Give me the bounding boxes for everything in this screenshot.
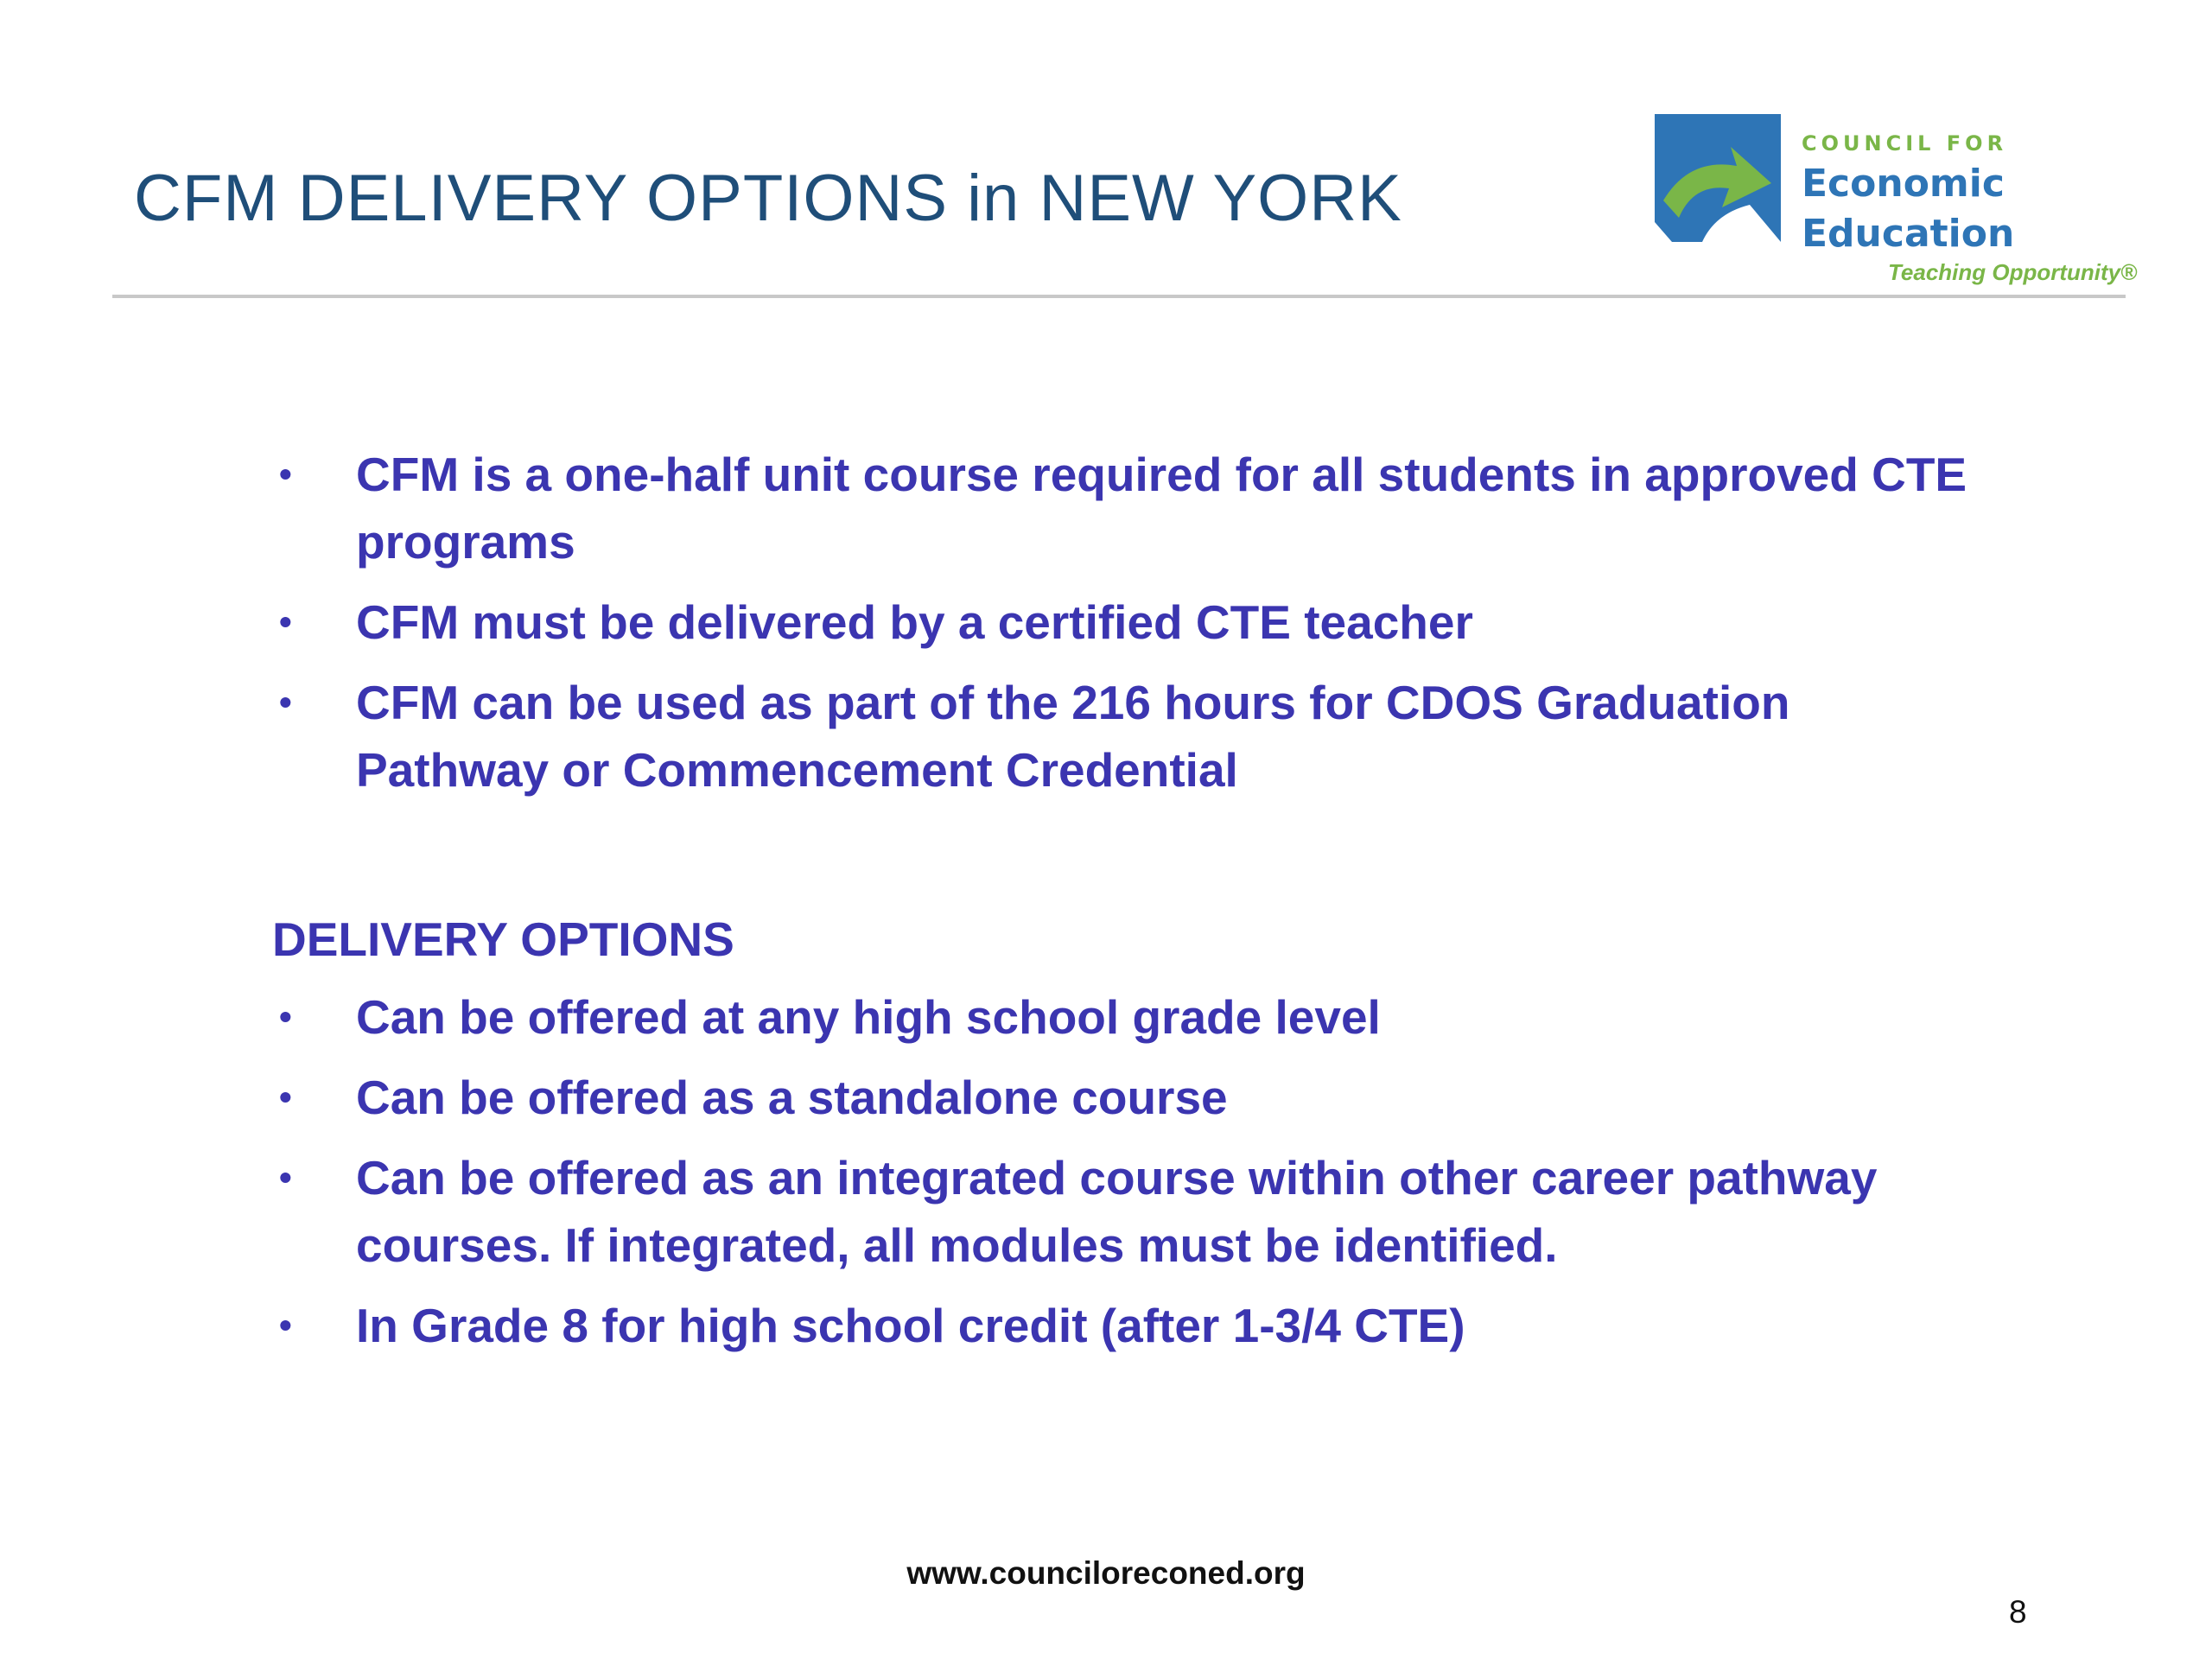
logo-economic: Economic [1802, 162, 2005, 206]
list-item [272, 1064, 1983, 1131]
bullet-icon: • [279, 1157, 292, 1198]
logo-text [1802, 131, 2014, 256]
list-item [272, 441, 1983, 575]
logo-mark-icon [1655, 114, 1781, 242]
section-heading: DELIVERY OPTIONS [272, 912, 734, 966]
logo-education: Education [1802, 212, 2015, 256]
bullet-text: Can be offered at any high school grade level [356, 990, 1381, 1044]
list-item [272, 983, 1983, 1051]
slide-content [272, 441, 1983, 1372]
footer-url: www.counciloreconed.org [906, 1555, 1306, 1591]
bullet-text: Can be offered as a standalone course [356, 1071, 1228, 1124]
bullet-text: In Grade 8 for high school credit (after 1-3/4 CTE) [356, 1299, 1465, 1352]
intro-bullet-list [272, 441, 1983, 804]
list-item [272, 669, 1983, 804]
bullet-icon: • [279, 601, 292, 642]
bullet-icon: • [279, 996, 292, 1037]
bullet-icon: • [279, 454, 292, 494]
bullet-icon: • [279, 1305, 292, 1345]
bullet-text: CFM can be used as part of the 216 hours for CDOS Graduation Pathway or Commencement Credential [356, 676, 1790, 797]
bullet-text: CFM must be delivered by a certified CTE teacher [356, 595, 1473, 649]
bullet-text: CFM is a one-half unit course required for all students in approved CTE programs [356, 448, 1967, 569]
list-item [272, 1144, 1983, 1279]
slide-title: CFM DELIVERY OPTIONS in NEW YORK [134, 162, 1402, 235]
bullet-text: Can be offered as an integrated course within other career pathway courses. If integrated, all modules must be identified. [356, 1151, 1878, 1272]
page-number: 8 [2009, 1594, 2027, 1630]
council-logo [1655, 114, 2138, 296]
logo-council-for: COUNCIL FOR [1802, 131, 2008, 156]
list-item [272, 1292, 1983, 1359]
bullet-icon: • [279, 682, 292, 722]
title-divider [112, 295, 2126, 298]
logo-tagline: Teaching Opportunity® [1888, 259, 2138, 285]
delivery-bullet-list [272, 983, 1983, 1359]
bullet-icon: • [279, 1077, 292, 1117]
list-item [272, 588, 1983, 656]
